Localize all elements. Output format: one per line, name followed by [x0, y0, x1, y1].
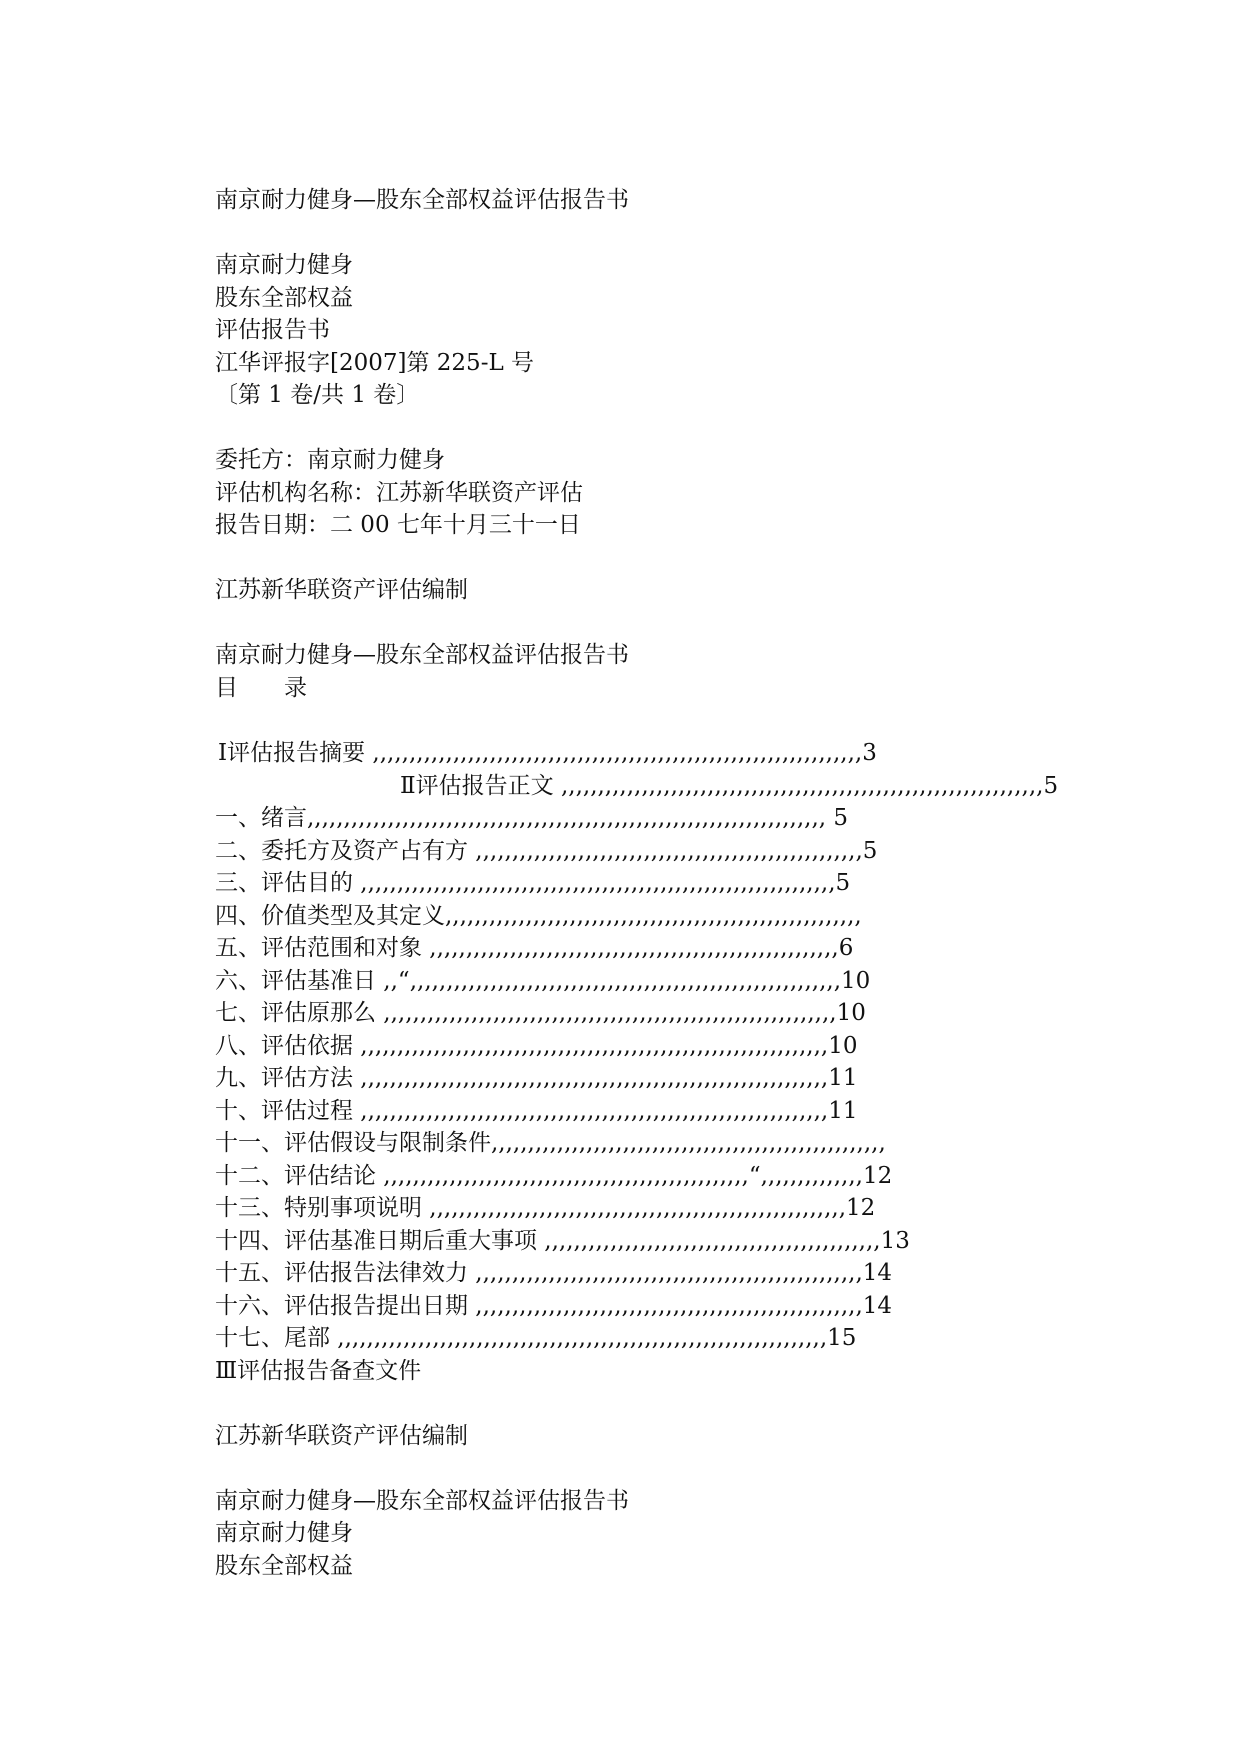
toc-item: 九、评估方法 ,,,,,,,,,,,,,,,,,,,,,,,,,,,,,,,,,,,,,,,,,,,,,,,,,,,,,,,,,,,,,,,,11	[215, 1065, 858, 1091]
agency-line: 评估机构名称：江苏新华联资产评估	[215, 479, 583, 506]
blank-line	[215, 1387, 1075, 1420]
client-line: 委托方：南京耐力健身	[215, 447, 445, 473]
blank-line	[215, 1452, 1075, 1485]
next-subject: 股东全部权益	[215, 1552, 353, 1579]
toc-item: 三、评估目的 ,,,,,,,,,,,,,,,,,,,,,,,,,,,,,,,,,,,,,,,,,,,,,,,,,,,,,,,,,,,,,,,,,5	[215, 870, 851, 896]
toc-item: 十六、评估报告提出日期 ,,,,,,,,,,,,,,,,,,,,,,,,,,,,,,,,,,,,,,,,,,,,,,,,,,,,,14	[215, 1292, 893, 1319]
next-company: 南京耐力健身	[215, 1520, 353, 1546]
header-title: 南京耐力健身—股东全部权益评估报告书	[215, 187, 629, 213]
toc-item: 五、评估范围和对象 ,,,,,,,,,,,,,,,,,,,,,,,,,,,,,,,,,,,,,,,,,,,,,,,,,,,,,,,,6	[215, 935, 854, 961]
compiled-by: 江苏新华联资产评估编制	[215, 577, 468, 603]
cover-section	[215, 184, 1075, 704]
toc-compiled-by: 江苏新华联资产评估编制	[215, 1422, 468, 1449]
toc-item: 十七、尾部 ,,,,,,,,,,,,,,,,,,,,,,,,,,,,,,,,,,,,,,,,,,,,,,,,,,,,,,,,,,,,,,,,,,,15	[215, 1325, 857, 1351]
toc-header-title: 南京耐力健身—股东全部权益评估报告书	[215, 642, 629, 668]
toc-item: 十四、评估基准日期后重大事项 ,,,,,,,,,,,,,,,,,,,,,,,,,,,,,,,,,,,,,,,,,,,,,,13	[215, 1227, 910, 1254]
toc-part3: Ⅲ评估报告备查文件	[215, 1357, 422, 1384]
toc-item: 十、评估过程 ,,,,,,,,,,,,,,,,,,,,,,,,,,,,,,,,,,,,,,,,,,,,,,,,,,,,,,,,,,,,,,,,11	[215, 1097, 858, 1124]
next-header-title: 南京耐力健身—股东全部权益评估报告书	[215, 1487, 629, 1514]
toc-item: 六、评估基准日 ,,“,,,,,,,,,,,,,,,,,,,,,,,,,,,,,,,,,,,,,,,,,,,,,,,,,,,,,,,,,,,10	[215, 967, 871, 994]
toc-item: 七、评估原那么 ,,,,,,,,,,,,,,,,,,,,,,,,,,,,,,,,,,,,,,,,,,,,,,,,,,,,,,,,,,,,,,10	[215, 1000, 866, 1026]
toc-item: 一、绪言,,,,,,,,,,,,,,,,,,,,,,,,,,,,,,,,,,,,,,,,,,,,,,,,,,,,,,,,,,,,,,,,,,,,,,, 5	[215, 805, 849, 831]
toc-list	[215, 802, 1075, 1582]
toc-item: 八、评估依据 ,,,,,,,,,,,,,,,,,,,,,,,,,,,,,,,,,,,,,,,,,,,,,,,,,,,,,,,,,,,,,,,,10	[215, 1032, 858, 1059]
blank-line	[215, 217, 1075, 250]
toc-part-lines	[190, 737, 1080, 802]
toc-item: 十三、特别事项说明 ,,,,,,,,,,,,,,,,,,,,,,,,,,,,,,,,,,,,,,,,,,,,,,,,,,,,,,,,,12	[215, 1195, 876, 1221]
toc-item: 十二、评估结论 ,,,,,,,,,,,,,,,,,,,,,,,,,,,,,,,,,,,,,,,,,,,,,,,,,,“,,,,,,,,,,,,,,12	[215, 1162, 893, 1189]
toc-part2: Ⅱ评估报告正文 ,,,,,,,,,,,,,,,,,,,,,,,,,,,,,,,,,,,,,,,,,,,,,,,,,,,,,,,,,,,,,,,,,,5	[400, 772, 1059, 799]
cover-subject: 股东全部权益	[215, 284, 353, 311]
blank-line	[215, 542, 1075, 575]
report-date-line: 报告日期：二 00 七年十月三十一日	[215, 512, 581, 538]
toc-item: 二、委托方及资产占有方 ,,,,,,,,,,,,,,,,,,,,,,,,,,,,,,,,,,,,,,,,,,,,,,,,,,,,,5	[215, 837, 878, 864]
toc-part1: Ⅰ评估报告摘要 ,,,,,,,,,,,,,,,,,,,,,,,,,,,,,,,,,,,,,,,,,,,,,,,,,,,,,,,,,,,,,,,,,,,3	[218, 740, 877, 766]
cover-doc-type: 评估报告书	[215, 317, 330, 343]
report-number: 江华评报字[2007]第 225-L 号	[215, 349, 535, 376]
blank-line	[215, 607, 1075, 640]
volume-label: 〔第 1 卷/共 1 卷〕	[215, 382, 420, 408]
toc-item: 四、价值类型及其定义,,,,,,,,,,,,,,,,,,,,,,,,,,,,,,,,,,,,,,,,,,,,,,,,,,,,,,,,,	[215, 902, 862, 929]
toc-item: 十五、评估报告法律效力 ,,,,,,,,,,,,,,,,,,,,,,,,,,,,,,,,,,,,,,,,,,,,,,,,,,,,,14	[215, 1260, 893, 1286]
toc-item: 十一、评估假设与限制条件,,,,,,,,,,,,,,,,,,,,,,,,,,,,,,,,,,,,,,,,,,,,,,,,,,,,,,	[215, 1130, 886, 1156]
cover-company: 南京耐力健身	[215, 252, 353, 278]
blank-line	[215, 412, 1075, 445]
toc-heading: 目 录	[215, 674, 307, 701]
